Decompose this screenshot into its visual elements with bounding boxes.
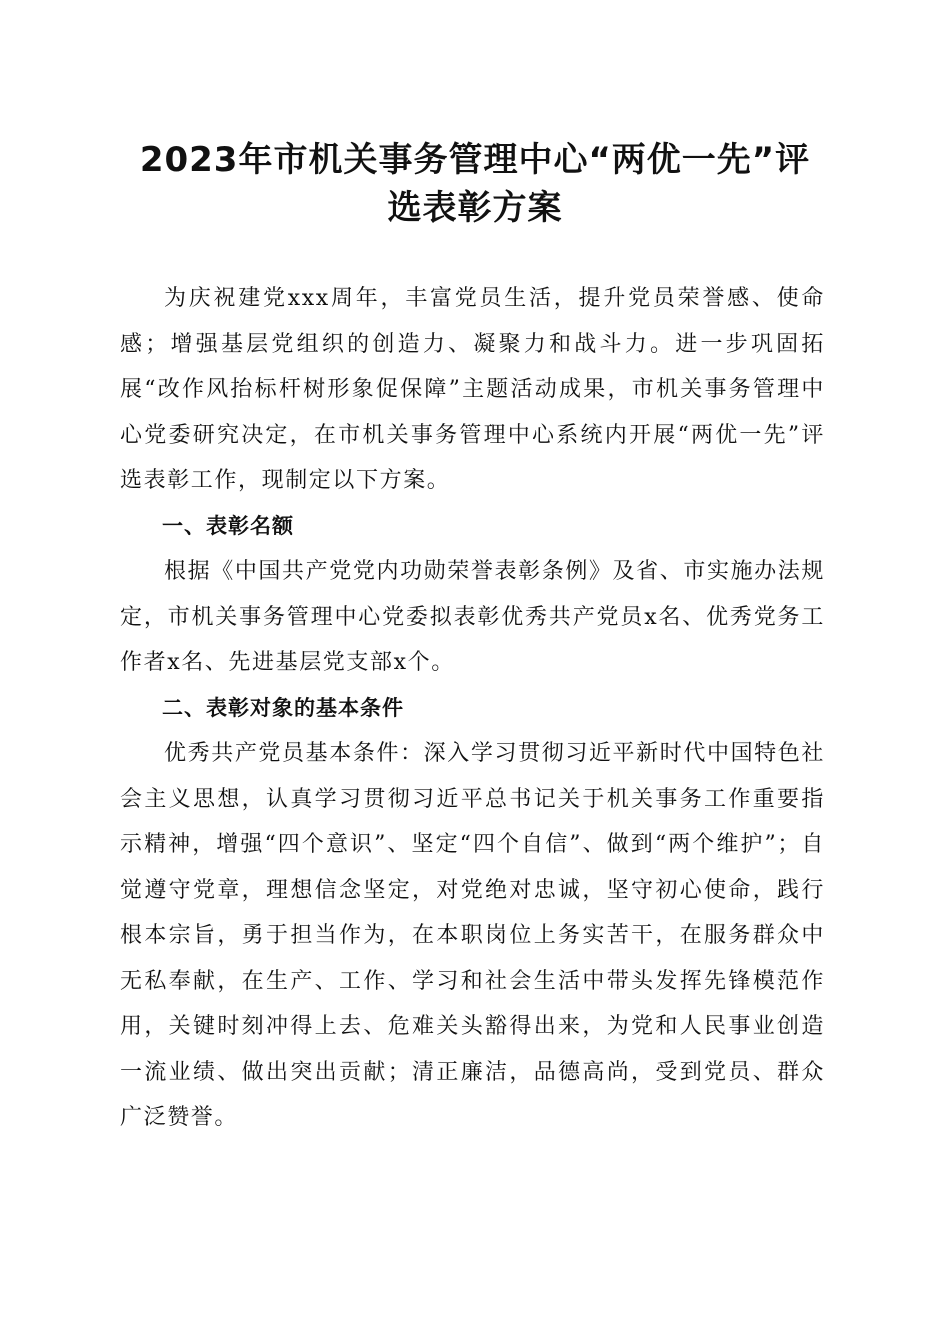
section-paragraph-criteria: 优秀共产党员基本条件：深入学习贯彻习近平新时代中国特色社会主义思想，认真学习贯彻习近平总书记关于机关事务工作重要指示精神，增强“四个意识”、坚定“四个自信”、做到“两个维护”；自觉遵守党章，理想信念坚定，对党绝对忠诚，坚守初心使命，践行根本宗旨，勇于担当作为，在本职岗位上务实苦干，在服务群众中无私奉献，在生产、工作、学习和社会生活中带头发挥先锋模范作用，关键时刻冲得上去、危难关头豁得出来，为党和人民事业创造一流业绩、做出突出贡献；清正廉洁，品德高尚，受到党员、群众广泛赞誉。 xyxy=(120,741,825,1130)
intro-paragraph: 为庆祝建党xxx周年，丰富党员生活，提升党员荣誉感、使命感；增强基层党组织的创造力、凝聚力和战斗力。进一步巩固拓展“改作风抬标杆树形象促保障”主题活动成果，市机关事务管理中心党委研究决定，在市机关事务管理中心系统内开展“两优一先”评选表彰工作，现制定以下方案。 xyxy=(120,286,825,493)
section-heading-quota: 一、表彰名额 xyxy=(162,513,294,538)
title-line-1: 2023年市机关事务管理中心“两优一先”评 xyxy=(139,140,811,180)
section-heading-criteria: 二、表彰对象的基本条件 xyxy=(162,695,404,720)
section-paragraph-quota: 根据《中国共产党党内功勋荣誉表彰条例》及省、市实施办法规定，市机关事务管理中心党委拟表彰优秀共产党员x名、优秀党务工作者x名、先进基层党支部x个。 xyxy=(120,559,825,675)
document-body xyxy=(120,276,825,1141)
title-line-2: 选表彰方案 xyxy=(387,188,563,228)
document-title xyxy=(120,136,830,232)
